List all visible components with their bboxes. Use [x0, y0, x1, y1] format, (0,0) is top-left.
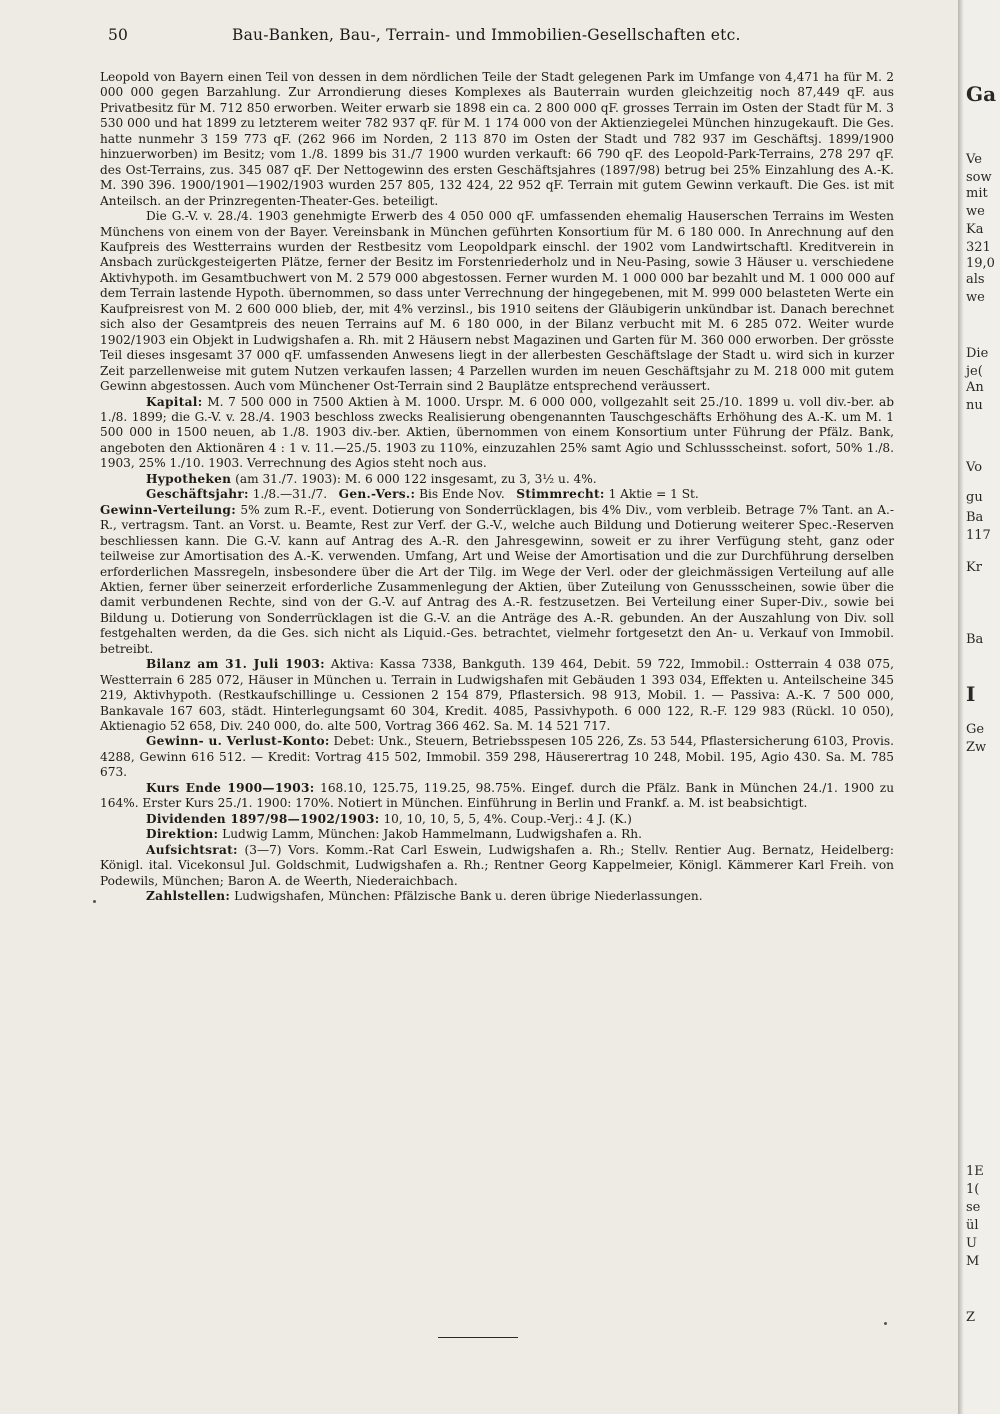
- section-label: Dividenden 1897/98—1902/1903:: [146, 811, 380, 826]
- adjacent-page-fragment: mit: [966, 186, 988, 201]
- section-label: Kapital:: [146, 394, 203, 409]
- section-bilanz: Bilanz am 31. Juli 1903: Aktiva: Kassa 7338, Bankguth. 139 464, Debit. 59 722, Immobil.: Ostterrain 4 038 075, Westterrain 6 285 072, Häuser in München u. Terrain in Ludwigshafen mit Gebäuden 1 393 034, Effekten u. Anteilscheine 345 219, Aktivhypoth. (Restkaufschillinge u. Cessionen 2 154 879, Pflastersich. 98 913, Mobil. 1. — Passiva: A.-K. 7 500 000, Bankavale 167 603, städt. Hinterlegungsamt 60 304, Kredit. 4085, Passivhypoth. 6 000 122, R.-F. 129 983 (Rückl. 10 050), Aktienagio 52 658, Div. 240 000, do. alte 500, Vortrag 366 462. Sa. M. 14 521 717.: [100, 657, 894, 734]
- adjacent-page-fragment: se: [966, 1200, 981, 1215]
- document-body: [100, 70, 894, 904]
- adjacent-page-fragment: Ge: [966, 722, 985, 737]
- adjacent-page-edge: [964, 0, 1000, 1414]
- section-gewinn-verteilung: Gewinn-Verteilung: 5% zum R.-F., event. Dotierung von Sonderrücklagen, bis 4% Div., vom verbleib. Betrage 7% Tant. an A.-R., vertragsm. Tant. an Vorst. u. Beamte, Rest zur Verf. der G.-V., welche auch Bildung und Dotierung weiterer Spec.-Reserven beschliessen kann. Die G.-V. kann auf Antrag des A.-R. den Jahresgewinn, soweit er zu ihrer Verfügung steht, ganz oder teilweise zur Amortisation des A.-K. verwenden. Umfang, Art und Weise der Amortisation und die zur Durchführung derselben erforderlichen Massregeln, insbesondere über die Art der Tilg. im Wege der Verl. oder der gleichmässigen Verteilung auf alle Aktien, ferner über seinerzeit erforderliche Zusammenlegung der Aktien, über Zuteilung von Genussscheinen, sowie über die damit verbundenen Rechte, sind von der G.-V. auf Antrag des A.-R. festzusetzen. Bei Verteilung einer Super-Div., sowie bei Bildung u. Dotierung von Sonderrücklagen ist die G.-V. an die Anträge des A.-R. gebunden. An der Auszahlung von Div. soll festgehalten werden, da die Ges. sich nicht als Liquid.-Ges. betrachtet, vielmehr fortgesetzt den An- u. Verkauf von Immobil. betreibt.: [100, 502, 895, 656]
- section-label: Geschäftsjahr:: [146, 487, 249, 502]
- adjacent-page-fragment: M: [966, 1254, 980, 1269]
- end-rule: [438, 1337, 518, 1338]
- adjacent-page-fragment: An: [966, 380, 984, 395]
- section-label: Stimmrecht:: [516, 487, 605, 502]
- adjacent-page-fragment: Ba: [966, 632, 984, 647]
- section-label: Gen.-Vers.:: [338, 487, 416, 502]
- adjacent-page-fragment: je(: [966, 364, 983, 379]
- paragraph-history: Leopold von Bayern einen Teil von dessen in dem nördlichen Teile der Stadt gelegenen Park im Umfange von 4,471 ha für M. 2 000 000 gegen Barzahlung. Zur Arrondierung dieses Komplexes als Bauterrain wurden gleichzeitig noch 87,449 qF. aus Privatbesitz für M. 712 850 erworben. Weiter erwarb sie 1898 ein ca. 2 800 000 qF. grosses Terrain im Osten der Stadt für M. 3 530 000 und hat 1899 zu letzterem weiter 782 937 qF. für M. 1 174 000 von der Aktienziegelei München hinzugekauft. Die Ges. hatte nunmehr 3 159 773 qF. (262 966 im Norden, 2 113 870 im Osten der Stadt und 782 937 im Geschäftsj. 1899/1900 hinzuerworben) im Besitz; vom 1./8. 1899 bis 31./7 1900 wurden verkauft: 66 790 qF. des Leopold-Park-Terrains, 278 297 qF. des Ost-Terrains, zus. 345 087 qF. Der Nettogewinn des ersten Geschäftsjahres (1897/98) betrug bei 25% Einzahlung des A.-K. M. 390 396. 1900/1901—1902/1903 wurden 257 805, 132 424, 22 952 qF. Terrain mit gutem Gewinn verkauft. Die Ges. ist mit Anteilsch. an der Prinzregenten-Theater-Ges. beteiligt.: [100, 70, 894, 208]
- section-gewinn-verlust: Gewinn- u. Verlust-Konto: Debet: Unk., Steuern, Betriebsspesen 105 226, Zs. 53 544, Pflastersicherung 6103, Provis. 4288, Gewinn 616 512. — Kredit: Vortrag 415 502, Immobil. 359 298, Häuserertrag 10 248, Mobil. 195, Agio 430. Sa. M. 785 673.: [100, 734, 894, 780]
- adjacent-page-fragment: 321: [966, 240, 991, 255]
- scan-speck: [93, 900, 96, 903]
- adjacent-page-fragment: 1E: [966, 1164, 984, 1179]
- adjacent-page-fragment: Ga: [966, 82, 997, 106]
- adjacent-page-fragment: Die: [966, 346, 989, 361]
- adjacent-page-fragment: 19,0: [966, 256, 995, 271]
- adjacent-page-fragment: sow: [966, 170, 992, 185]
- adjacent-page-fragment: Ve: [966, 152, 982, 167]
- adjacent-page-fragment: Zw: [966, 740, 987, 755]
- section-geschaeftsjahr: Geschäftsjahr: 1./8.—31./7. Gen.-Vers.: Bis Ende Nov. Stimmrecht: 1 Aktie = 1 St.: [146, 487, 699, 502]
- section-label: Hypotheken: [146, 471, 232, 486]
- section-label: Zahlstellen:: [146, 889, 231, 904]
- section-aufsichtsrat: Aufsichtsrat: (3—7) Vors. Komm.-Rat Carl Eswein, Ludwigshafen a. Rh.; Stellv. Rentier Aug. Bernatz, Heidelberg: Königl. ital. Vicekonsul Jul. Goldschmit, Ludwigshafen a. Rh.; Rentner Georg Kappelmeier, Königl. Kämmerer Karl Freih. von Podewils, München; Baron A. de Weerth, Niederaichbach.: [100, 842, 895, 888]
- adjacent-page-fragment: 117: [966, 528, 991, 543]
- section-hypotheken: Hypotheken (am 31./7. 1903): M. 6 000 122 insgesamt, zu 3, 3½ u. 4%.: [146, 471, 597, 486]
- section-zahlstellen: Zahlstellen: Ludwigshafen, München: Pfälzische Bank u. deren übrige Niederlassungen.: [146, 889, 703, 904]
- adjacent-page-fragment: we: [966, 290, 985, 305]
- adjacent-page-fragment: nu: [966, 398, 983, 413]
- adjacent-page-fragment: als: [966, 272, 985, 287]
- paragraph-acquisition: Die G.-V. v. 28./4. 1903 genehmigte Erwerb des 4 050 000 qF. umfassenden ehemalig Hauserschen Terrains im Westen Münchens von einem von der Bayer. Vereinsbank in München geführten Konsortium für M. 6 180 000. In Anrechnung auf den Kaufpreis des Westterrains wurden der Restbesitz vom Leopoldpark einschl. der 1902 vom Landwirtschaftl. Kreditverein in Ansbach zurückgesteigerten Plätze, ferner der Besitz im Forstenriederholz und in Neu-Pasing, sowie 3 Häuser u. verschiedene Aktivhypoth. im Gesamtbuchwert von M. 2 579 000 abgestossen. Ferner wurden M. 1 000 000 bar bezahlt und M. 1 000 000 auf dem Terrain lastende Hypoth. übernommen, so dass unter Verrechnung der hingegebenen, mit M. 999 000 belasteten Werte ein Kaufpreisrest von M. 2 600 000 blieb, der, mit 4% verzinsl., bis 1910 seitens der Gläubigerin unkündbar ist. Danach berechnet sich also der Gesamtpreis des neuen Terrains auf M. 6 180 000, in der Bilanz verbucht mit M. 6 285 072. Weiter wurde 1902/1903 ein Objekt in Ludwigshafen a. Rh. mit 2 Häusern nebst Magazinen und Garten für M. 360 000 erworben. Der grösste Teil dieses insgesamt 37 000 qF. umfassenden Anwesens liegt in der allerbesten Geschäftslage der Stadt u. wird sich in kurzer Zeit parzellenweise mit gutem Nutzen verkaufen lassen; 4 Parzellen wurden im neuen Geschäftsjahr zu M. 218 000 mit gutem Gewinn abgestossen. Auch vom Münchener Ost-Terrain sind 2 Bauplätze entsprechend veräussert.: [100, 209, 894, 394]
- section-kapital: Kapital: M. 7 500 000 in 7500 Aktien à M. 1000. Urspr. M. 6 000 000, vollgezahlt seit 25./10. 1899 u. voll div.-ber. ab 1./8. 1899; die G.-V. v. 28./4. 1903 beschloss zwecks Realisierung obengenannten Tauschgeschäfts Erhöhung des A.-K. um M. 1 500 000 in 1500 neuen, ab 1./8. 1903 div.-ber. Aktien, übernommen von einem Konsortium unter Führung der Pfälz. Bank, angeboten den Aktionären 4 : 1 v. 11.—25./5. 1903 zu 110%, einzuzahlen 25% samt Agio und Schlussscheinst. sofort, 50% 1./8. 1903, 25% 1./10. 1903. Verrechnung des Agios steht noch aus.: [100, 394, 894, 471]
- section-kurs: Kurs Ende 1900—1903: 168.10, 125.75, 119.25, 98.75%. Eingef. durch die Pfälz. Bank in München 24./1. 1900 zu 164%. Erster Kurs 25./1. 1900: 170%. Notiert in München. Einführung in Berlin und Frankf. a. M. ist beabsichtigt.: [100, 780, 895, 811]
- adjacent-page-fragment: Ka: [966, 222, 984, 237]
- adjacent-page-fragment: Vo: [966, 460, 983, 475]
- adjacent-page-fragment: Z: [966, 1310, 976, 1325]
- adjacent-page-fragment: U: [966, 1236, 977, 1251]
- section-label: Aufsichtsrat:: [146, 842, 238, 857]
- scan-speck: [884, 1322, 887, 1325]
- section-label: Direktion:: [146, 827, 219, 842]
- adjacent-page-fragment: 1(: [966, 1182, 980, 1197]
- page-title: Bau-Banken, Bau-, Terrain- und Immobilien-Gesellschaften etc.: [232, 26, 741, 44]
- section-label: Kurs Ende 1900—1903:: [146, 780, 315, 795]
- adjacent-page-fragment: I: [966, 682, 976, 706]
- page-number: 50: [108, 26, 129, 44]
- section-dividenden: Dividenden 1897/98—1902/1903: 10, 10, 10, 5, 5, 4%. Coup.-Verj.: 4 J. (K.): [146, 811, 632, 826]
- section-direktion: Direktion: Ludwig Lamm, München: Jakob Hammelmann, Ludwigshafen a. Rh.: [146, 827, 642, 842]
- section-label: Gewinn-Verteilung:: [100, 502, 236, 517]
- adjacent-page-fragment: gu: [966, 490, 983, 505]
- adjacent-page-fragment: Ba: [966, 510, 984, 525]
- adjacent-page-fragment: we: [966, 204, 985, 219]
- section-label: Bilanz am 31. Juli 1903:: [146, 657, 325, 672]
- adjacent-page-fragment: ül: [966, 1218, 979, 1233]
- adjacent-page-fragment: Kr: [966, 560, 982, 575]
- section-label: Gewinn- u. Verlust-Konto:: [146, 734, 330, 749]
